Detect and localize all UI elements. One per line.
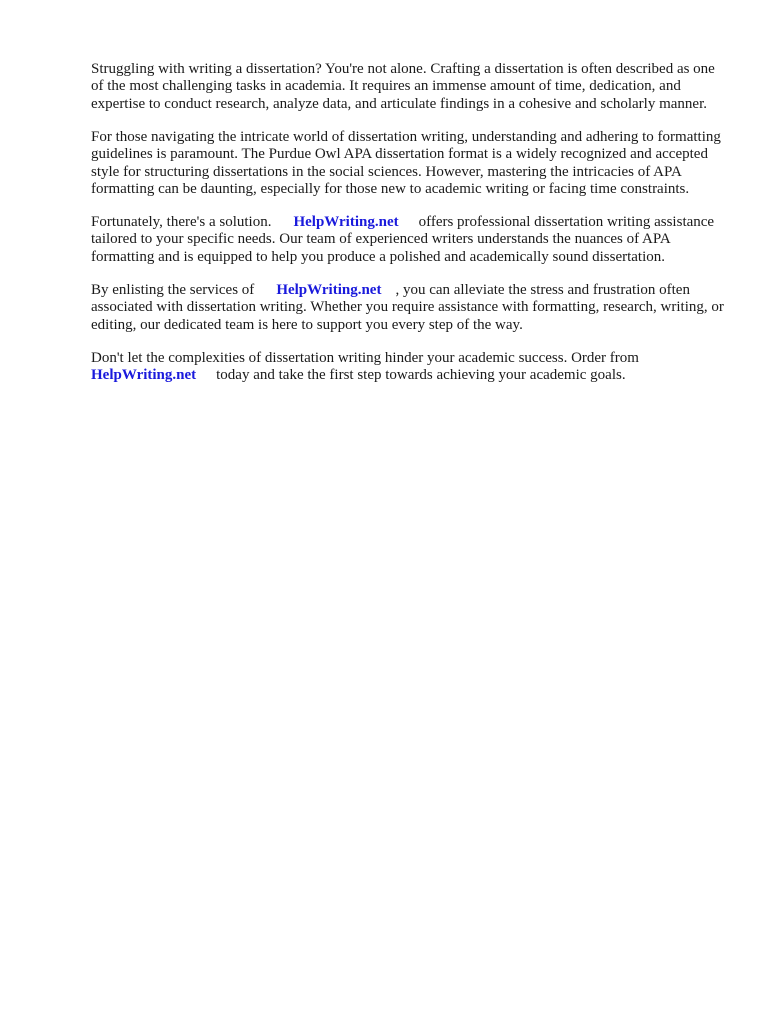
helpwriting-link[interactable]: HelpWriting.net: [276, 281, 382, 298]
helpwriting-link[interactable]: HelpWriting.net: [91, 367, 197, 384]
paragraph-intro: [91, 61, 731, 113]
paragraph-solution: [91, 214, 731, 266]
paragraph-text-after-link: , you can alleviate the stress and frustration often associated with dissertation writing. Whether you require assistance with formatting, research, writing, or editing, our dedicated team is here to support you every step of the way.: [91, 281, 724, 333]
paragraph-text: Struggling with writing a dissertation? You're not alone. Crafting a dissertation is often described as one of the most challenging tasks in academia. It requires an immense amount of time, dedication, and expertise to conduct research, analyze data, and articulate findings in a cohesive and scholarly manner.: [91, 61, 715, 112]
paragraph-text-after-link: today and take the first step towards achieving your academic goals.: [216, 367, 626, 384]
paragraph-text-before-link: Fortunately, there's a solution.: [91, 214, 272, 231]
paragraph-text-before-link: By enlisting the services of: [91, 281, 255, 298]
document-body: [91, 61, 731, 400]
paragraph-text-before-link: Don't let the complexities of dissertation writing hinder your academic success. Order from: [91, 349, 639, 366]
paragraph-apa-format: [91, 129, 731, 199]
paragraph-text: For those navigating the intricate world of dissertation writing, understanding and adhering to formatting guidelines is paramount. The Purdue Owl APA dissertation format is a widely recognized and accepted style for structuring dissertations in the social sciences. However, mastering the intricacies of APA formatting can be daunting, especially for those new to academic writing or facing time constraints.: [91, 128, 721, 198]
paragraph-text-after-link: offers professional dissertation writing assistance tailored to your specific needs. Our team of experienced writers understands the nuances of APA formatting and is equipped to help you produce a polished and academically sound dissertation.: [91, 214, 715, 265]
paragraph-call-to-action: [91, 350, 731, 385]
helpwriting-link[interactable]: HelpWriting.net: [293, 214, 399, 231]
paragraph-services: [91, 282, 731, 334]
